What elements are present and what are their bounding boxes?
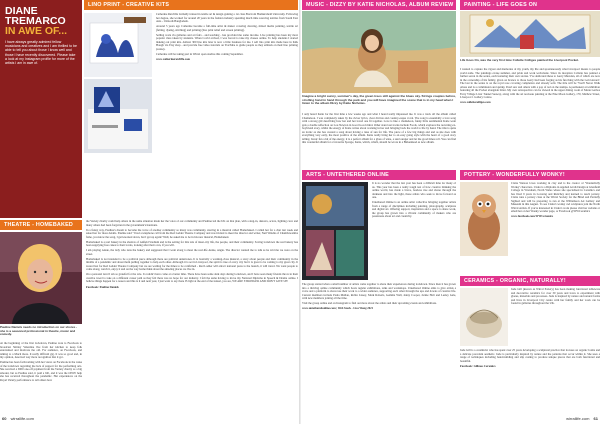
pottery-text (511, 182, 600, 272)
life-goes-on-painting (460, 11, 600, 57)
lino-print-image-1 (84, 13, 152, 77)
ceramics-body: Jude Gill is a ceramicist who has spent over 25 years developing a sculptural practice that focuses on organic forms and a delicate porcelain aesthetic. Jude is particularly inspired by nature and the patterns that occur within it. She uses a range of techniques including hand-building and slip casting to produce unique pieces that are both functional and beautiful. (460, 349, 600, 363)
pottery-link[interactable]: www.facebook.com/WWCeramics (511, 214, 554, 219)
lino-paragraph-2: Around 5 years ago Catherine became a full-time artist & maker covering drawing, mixed media painting, textile art (felting, dyeing, stitching) and printing (lino print relief and screen printing). (156, 24, 298, 32)
lino-website-link[interactable]: www.catherineratcliffe.com (156, 56, 191, 61)
music-caption: Imagine a bright sunny, summer's day, the green trees still against the blues sky. Strings couples before, strolling hand in hand through the park and you will have imagined the scene that is in my head when I listen to the album Dizzy by Katie Nicholas. (302, 95, 456, 106)
theatre-col2-text: Pauline has been forthcoming with her views on Facebook in the wake of the lockdown regarding the lack of support for the performing arts. She received a £600 one-off payment from the Variety charity as a big amount, but as Pauline said, it paid a bill, and it was the ONLY help she has received throughout the pandemic. Her experiences on the Royal Variety performance to tell others how (0, 360, 82, 382)
lino-print-image-2 (84, 79, 152, 153)
untethered-artwork-image (302, 182, 368, 280)
painting-caption: Life Goes On, was the very first time Collette Colliges painted the Liverpool Pocket. (460, 59, 579, 62)
painting-header: PAINTING - LIFE GOES ON (460, 0, 600, 10)
arts-paragraph-4: Visit the group online and on Instagram to find out more about the artists and their upcoming events and exhibitions. (302, 301, 437, 306)
theatre-paragraph-6: On a personal level I am so grateful for the role. It couldn't have come at a better time. There have been some dark days during lockdown, and I have seen many friends throw in their creative towel to take on a different career path as they felt there was no hope for our industry. I felt the same having to move my National Diploma in Speech & Drama online. I believe things happen for a reason and this is it and next year, I just want to say there IS light at the end of the tunnel, you are, WE ARE STRONGER AND DON'T GIVE UP! (86, 272, 298, 284)
theatre-col1-text: At the beginning of the first lockdown, Pauline took to Facebook to broadcast Shirley Valentine live from her kitchen to keep folk entertained and motivate the old. For audience, on Facebook, and talking to a Much more. It really difficult gig. It was so good and, in my opinion, deserved way more recognition that it got. (0, 342, 82, 359)
right-page-footer (566, 416, 598, 421)
right-page-number: 61 (593, 416, 598, 421)
theatre-paragraph-5: Homebaked is not intended to be a political piece although there are political undertones. It is basically a working-class musical, a story about people and their community in the middle of a pandemic and about them pulling together to help each other. Although it is set in Liverpool, the spirit is true of every city but it is great to be coming to my great city. It toured last for Red Ladder Theatre Company but we are waiting for the times to be confirmed - Red Ladder will attract national press to the launch, it will travel. We want people to come along, watch it, enjoy it and on the way home think about the amazing places we live in. (86, 256, 298, 272)
right-page-magazine: wirrallife.com (566, 416, 590, 421)
theatre-caption: Pauline Daniels needs no introduction on our shores - she is a seasoned professional in theatre, music and comedy. (0, 326, 78, 337)
arts-paragraph-1: It is no wonder that the last year has been a difficult time for many of us. This year has been a really tough test of how creative thinking the online world, has made a brave, fearless rise and shone through the darkness and into the light, these artists who seek to move forward as one. (372, 182, 456, 199)
lino-paragraph-1: Catherine Ratcliffe formally trained in textile art & design gaining a 1st class BA from Huddersfield University. Following her degree, she worked for around 20 years in the fashion industry spending much time sourcing textiles from South East Asia - China & Bangladesh. (156, 13, 298, 23)
lino-article-text (156, 13, 298, 169)
left-page-number: 60 (2, 416, 7, 421)
arts-intro-text (372, 182, 456, 280)
lino-paragraph-3: Selling work via galleries and art fairs - and teaching - has provided me some income. Live printing has been my most popular class taken by students. When Covid arrived, I was forced to take my classes online. To help students I started making out print kits. Almost 300 lino kits later is now a little business for me. I sell lino print kits made here in Kirk Hough via Etsy shop - and provide free video tutorials on YouTube to guide people as they embark on their lino printing journey. (156, 32, 298, 51)
lino-print-header: LINO PRINT - CREATIVE KITS (84, 0, 298, 10)
theatre-header: THEATRE - HOMEBAKED (0, 220, 82, 230)
theatre-paragraph-2: In a funny way, Pauline's dream to become the voice of another community so many was community, starring in a musical called Homebaked. I called her for a chat last week and asked her for more details. Pauline said "I had a telephone call from the Red Ladder Theatre Company and was invited to meet the director and writer, Neil Windle of Chumbawamba fame, you know the song, I get knocked down, but I get up again? Well, he asked me to be in his new musical, Homebaked. (86, 227, 298, 239)
pauline-daniels-photo (0, 232, 82, 324)
music-review-text: I only heard Katie for the first time a few weeks ago and what I heard really impressed me. It was a track off the album called Chameleon. I was completely taken by the clever lyrics, clear diction and country-esque vocal. The song is essentially a love song with a strong girl describing how her and her loved one fit together. Love is like a chameleon, funny little sentimental Katie went gets a double reflection on Lou Newton in Good Good mind. Other stand out tracks include Foods, which explores the recurring ex-boyfriend story, whilst the energy of Katie writes about working in her and bringing back the world to life by hand. The title is quite an ironic as she has created a song about having a tune of sun for life. The piece of a few big things and and as she does with everything very early, the most positive of the album. Katie really bring her to an easy going style with the heart of a good story telling. Ironic fun a hit of the energy, it is a perfect album for a glass of wine, a sun lounger and let the good times roll. You can find this wonderful album for a favourite Sponge, Katie, which, which, should be wrote in a Birkenhead as new album. (302, 113, 456, 144)
ceramics-header: CERAMICS - ORGANIC, NATURALLY! (460, 276, 600, 286)
lino-paragraph-4: Catherine will be taking part in Wirral open studios this coming September. (156, 51, 244, 56)
theatre-facebook-link[interactable]: Facebook: Pauline Daniels (86, 284, 119, 289)
arts-link[interactable]: www.untetheredonline.com | Web Stock - Lisa Wong 2021 (302, 306, 374, 311)
dizzy-album-photo (302, 11, 456, 93)
arts-paragraph-3: The group started when a small number of artists came together to share their experiences during lockdown. Since then it has grown into a thriving online community which hosts regular exhibitions, talks and workshops. Untethered Online aims to give artists a voice and a platform to showcase their work to a wider audience, supporting each other through the ups and downs of creative life. Current members include Paula Mullan, Robin Lissey, Mark Roberts, Gemma Wall, Jenny Cooper, Jackie Holt and Lesley Gale, with new members joining all the time. (302, 283, 456, 300)
theatre-paragraph-3: Homebaked is a real bakery in the shadow of Anfield Stadium and is the setting for this tale of inner-city life, the people, and their community. Saving lockdown the real bakery has been supplying free cakes to their locals, looking after their own, if you will. (86, 239, 298, 248)
left-page-footer (2, 416, 34, 421)
music-header: MUSIC - DIZZY BY KATIE NICHOLAS, ALBUM REVIEW (302, 0, 456, 10)
ceramics-text (460, 349, 600, 413)
sidebar-title-line3: IN AWE OF... (5, 25, 68, 37)
painting-text (460, 68, 600, 168)
arts-paragraph-2: Untethered Online is an online artist collective bringing together artists from a range of disciplines including painting, photography, sculpture and digital art. Offering support, inspiration and a space to share work, the group has grown into a vibrant community of makers who are passionate about art and creativity. (372, 200, 456, 219)
pottery-header: POTTERY - WONDERFULLY WONKY! (460, 170, 600, 180)
wonky-pottery-photo (460, 182, 508, 256)
theatre-column-2 (86, 220, 298, 414)
ceramics-caption-text: Jude Gill (known as Wirral Pottery) has been making functional tableware and decorative ceramics for over 30 years and loves to experiment with glazes, materials and processes. Jude is inspired by nature and natural forms and lives in Liverpool City centre with her family and her work can be found in galleries throughout the UK. (511, 288, 600, 305)
sidebar-title-line1: DIANE (5, 5, 38, 17)
ceramics-link[interactable]: Facebook: Gillmos Ceramics (460, 363, 496, 368)
left-page-magazine: wirrallife.com (10, 416, 34, 421)
theatre-paragraph-1: the Variety charity could help others in the same situation made her the voice of our community and Pauline led the UK on that plan, with a sing-in, dancers, actors, lighting crew and many others had been forgotten in the government's handouts. (86, 220, 298, 227)
pottery-body: Claire Watson loves working in clay and is the creator of 'Wonderfully Wonky' characters. Claire is a Diploma in Applied Art & Design at Glenfield College in Wrexham, North Wales where she specialised in Ceramics and has lived 9 years in Lowsrng and Ruitchey and learned to teach pottery. Claire runs a pottery class at the Wirral Society for the Blind and Partially Sighted and will be preparing to run at the Williamson Art Gallery and Museum in this August. To see Claire's wonky owl sculptures join the North Wirral Artists. If you're interested in Claire's work please visit her website or email her on her Wonky wonder page, or Facebook @WWCeramics (511, 182, 600, 213)
painting-link[interactable]: www.collettecolliges.com (460, 100, 491, 105)
sidebar-title-line2: TREMARCO (5, 15, 66, 27)
theatre-column-1 (0, 342, 82, 414)
painting-body: I wanted to capture the vigour and memories of my youth, my life and spontaneously what Liverpool means to people world-wide. The paintings evoke summer, and pride and work well-made. Since its inception Collette has painted a further seven in the series, each featuring their own stories. 'I've dedicated these to Gerry Marsden, all of which are now in the ownership of his family, given on licence to those Gerry had been forging as his fun thing with the Gold Award.' The last in the series is on the royal rose covering completion and already sold. The title will be 'You'll Never Walk Alone and is a commission and quirky, Pearl saw and others with a pop of red on the stamps. A permanent art exhibition featuring all the Pocket alongside bitter. My own retrospective can be viewed in the upper dining room of Marie Garbos Ferry Village Liver Tunnel Seaway, along with the art nouveau painting at the Pine Moon Gallery, 170, Mathew Street, Liverpool 1 Gallery Centre. (460, 68, 600, 99)
sidebar-intro: I have always greatly admired fellow musicians and creatives and I am thrilled to be able to tell you about those I know well and those I have recently discovered. Please take a look at my Instagram profile for more of the artists I am in awe of. (5, 40, 77, 66)
organic-ceramics-photo (460, 288, 508, 346)
arts-header: ARTS - UNTETHERED ONLINE (302, 170, 456, 180)
theatre-paragraph-4: I am playing Annie, the lady who runs the bakery and suggested that I went along to meet the real-life Annie, Angie. The director wanted me to talk as he told me we were on the street. (86, 248, 298, 256)
page-spine (299, 0, 301, 424)
arts-lower-text (302, 283, 456, 413)
sidebar-panel (0, 0, 82, 218)
sidebar-title (5, 6, 79, 36)
